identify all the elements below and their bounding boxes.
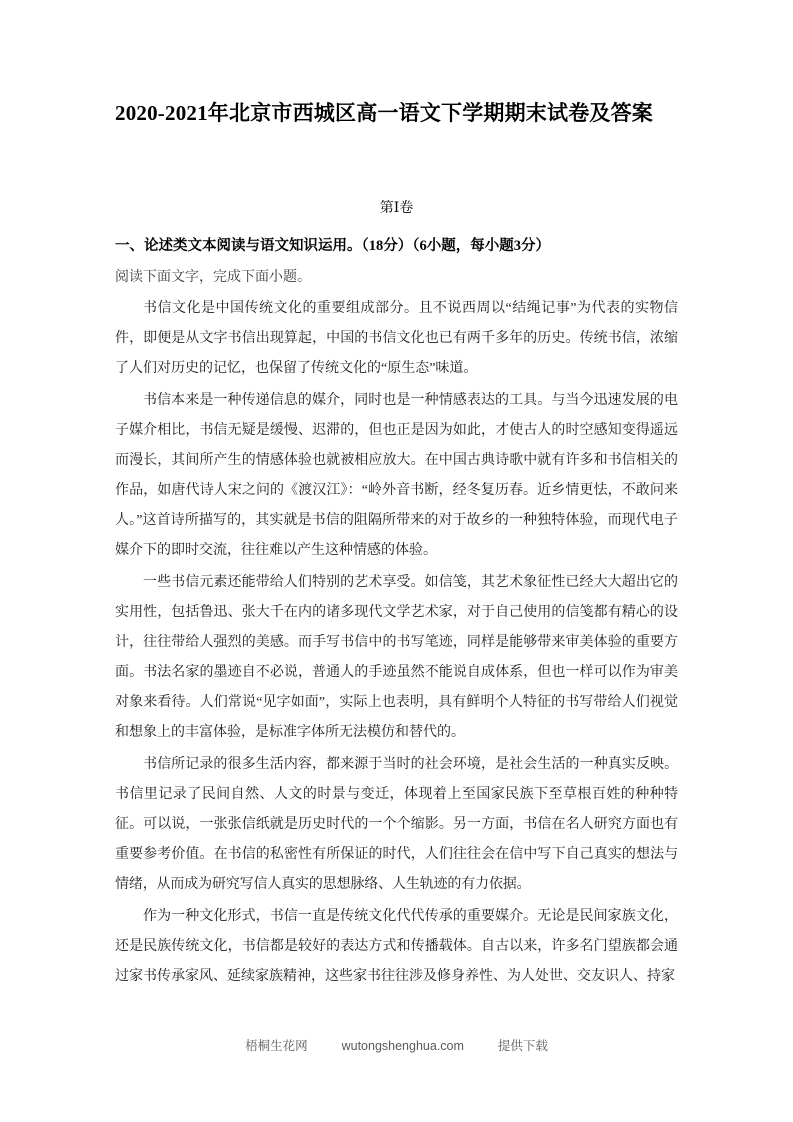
section-heading: 一、论述类文本阅读与语文知识运用。（18分）（6小题，每小题3分） — [115, 238, 550, 254]
page-title: 2020-2021年北京市西城区高一语文下学期期末试卷及答案 — [115, 101, 653, 125]
footer-site-url[interactable]: wutongshenghua.com — [341, 1039, 464, 1053]
body-paragraph-3: 一些书信元素还能带给人们特别的艺术享受。如信笺，其艺术象征性已经大大超出它的实用性，包括鲁迅、张大千在内的诸多现代文学艺术家，对于自己使用的信笺都有精心的设计，往往带给人强烈的美感。而手写书信中的书写笔迹，同样是能够带来审美体验的重要方面。书法名家的墨迹自不必说，普通人的手迹虽然不能说自成体系，但也一样可以作为审美对象来看待。人们常说“见字如面”，实际上也表明，具有鲜明个人特征的书写带给人们视觉和想象上的丰富体验，是标准字体所无法模仿和替代的。 — [115, 575, 678, 740]
document-content — [115, 0, 678, 992]
footer-download-text[interactable]: 提供下载 — [497, 1039, 548, 1053]
body-paragraph-2: 书信本来是一种传递信息的媒介，同时也是一种情感表达的工具。与当今迅速发展的电子媒介相比，书信无疑是缓慢、迟滞的，但也正是因为如此，才使古人的时空感知变得遥远而漫长，其间所产生的情感体验也就被相应放大。在中国古典诗歌中就有许多和书信相关的作品，如唐代诗人宋之问的《渡汉江》：“岭外音书断，经冬复历春。近乡情更怯，不敢问来人。”这首诗所描写的，其实就是书信的阻隔所带来的对于故乡的一种独特体验，而现代电子媒介下的即时交流，往往难以产生这种情感的体验。 — [115, 393, 678, 558]
page-footer — [0, 1036, 793, 1054]
body-paragraph-5: 作为一种文化形式，书信一直是传统文化代代传承的重要媒介。无论是民间家族文化，还是民族传统文化，书信都是较好的表达方式和传播载体。自古以来，许多名门望族都会通过家书传承家风、延续家族精神，这些家书往往涉及修身养性、为人处世、交友识人、持家 — [115, 909, 678, 984]
instruction-line: 阅读下面文字，完成下面小题。 — [115, 270, 311, 285]
body-paragraph-1: 书信文化是中国传统文化的重要组成部分。且不说西周以“结绳记事”为代表的实物信件，即便是从文字书信出现算起，中国的书信文化也已有两千多年的历史。传统书信，浓缩了人们对历史的记忆，也保留了传统文化的“原生态”味道。 — [115, 301, 678, 376]
section-label: 第Ⅰ卷 — [379, 201, 414, 216]
footer-site-name: 梧桐生花网 — [245, 1039, 308, 1053]
body-paragraph-4: 书信所记录的很多生活内容，都来源于当时的社会环境，是社会生活的一种真实反映。书信里记录了民间自然、人文的时景与变迁，体现着上至国家民族下至草根百姓的种种特征。可以说，一张张信纸就是历史时代的一个个缩影。另一方面，书信在名人研究方面也有重要参考价值。在书信的私密性有所保证的时代，人们往往会在信中写下自己真实的想法与情绪，从而成为研究写信人真实的思想脉络、人生轨迹的有力依据。 — [115, 757, 678, 892]
